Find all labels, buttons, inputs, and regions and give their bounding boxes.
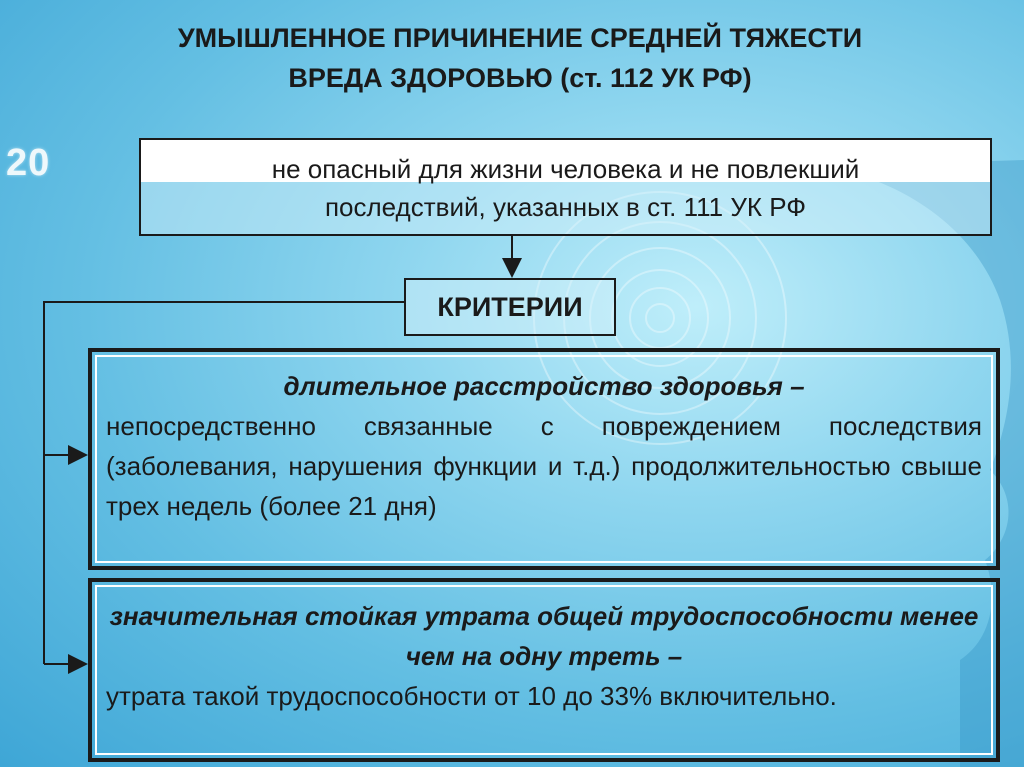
criterion-1-description: непосредственно связанные с повреждением последствия (заболевания, нарушения функции и т.д.) продолжительностью свыше трех недель (более 21 дня) [106, 411, 982, 521]
slide-number: 20 [6, 142, 51, 184]
title-line-1: УМЫШЛЕННОЕ ПРИЧИНЕНИЕ СРЕДНЕЙ ТЯЖЕСТИ [177, 23, 863, 53]
slide-title [60, 18, 980, 98]
title-line-2: ВРЕДА ЗДОРОВЬЮ (ст. 112 УК РФ) [288, 63, 752, 93]
criterion-2-description: утрата такой трудоспособности от 10 до 33% включительно. [106, 681, 837, 711]
definition-box [139, 138, 992, 236]
criteria-label: КРИТЕРИИ [437, 291, 583, 322]
definition-line-2: последствий, указанных в ст. 111 УК РФ [324, 192, 807, 222]
criterion-1-heading: длительное расстройство здоровья – [283, 371, 805, 401]
criteria-label-box [404, 278, 616, 336]
definition-line-1: не опасный для жизни человека и не повлекший [271, 154, 860, 184]
criterion-box-2 [88, 578, 1000, 762]
criterion-box-1 [88, 348, 1000, 570]
criterion-2-heading: значительная стойкая утрата общей трудоспособности менее чем на одну треть – [109, 601, 979, 671]
